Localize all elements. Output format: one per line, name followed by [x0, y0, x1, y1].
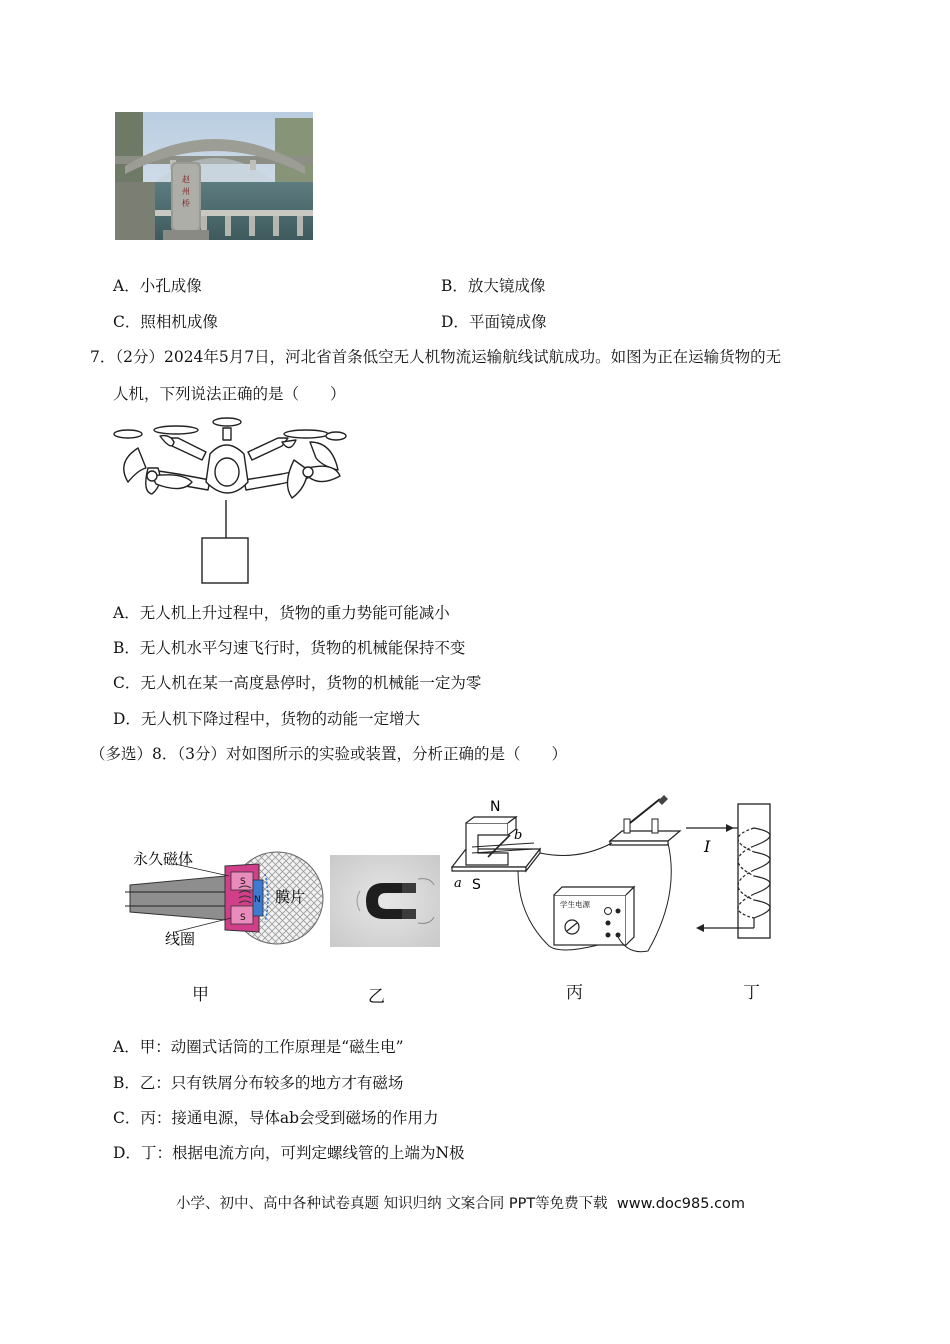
q8-option-c: C．丙：接通电源，导体ab会受到磁场的作用力: [113, 1109, 439, 1127]
jia-magnet-label: 永久磁体: [133, 850, 194, 868]
ding-current-label: I: [704, 837, 711, 856]
footer: [176, 1192, 745, 1213]
q7-option-c: C．无人机在某一高度悬停时，货物的机械能一定为零: [113, 674, 482, 692]
q7-option-d: D．无人机下降过程中，货物的动能一定增大: [113, 710, 420, 728]
jia-coil-label: 线圈: [165, 930, 196, 948]
caption-ding: 丁: [743, 983, 760, 1003]
q8-option-b: B．乙：只有铁屑分布较多的地方才有磁场: [113, 1074, 404, 1092]
q7-stem-line1: 7．（2分）2024年5月7日，河北省首条低空无人机物流运输航线试航成功。如图为正在运输货物的无: [90, 348, 782, 366]
q6-option-d: D．平面镜成像: [441, 313, 547, 331]
figure-ding-solenoid: [682, 800, 784, 948]
svg-text:桥: 桥: [182, 199, 190, 208]
bing-n-mark: N: [490, 799, 501, 815]
svg-text:赵: 赵: [182, 175, 190, 184]
q8-stem: （多选）8．（3分）对如图所示的实验或装置，分析正确的是（ ）: [90, 745, 567, 763]
jia-n-mark: N: [254, 895, 261, 905]
bing-power-label: 学生电源: [560, 900, 590, 909]
footer-url[interactable]: www.doc985.com: [616, 1196, 746, 1212]
q8-option-a: A．甲：动圈式话筒的工作原理是“磁生电”: [113, 1038, 404, 1056]
q6-option-b: B．放大镜成像: [441, 277, 546, 295]
q7-option-a: A．无人机上升过程中，货物的重力势能可能减小: [113, 604, 450, 622]
bing-s-mark: S: [472, 877, 481, 893]
q7-option-b: B．无人机水平匀速飞行时，货物的机械能保持不变: [113, 639, 466, 657]
q8-option-d: D．丁：根据电流方向，可判定螺线管的上端为N极: [113, 1144, 465, 1162]
bing-a-mark: a: [454, 876, 462, 891]
bridge-photo: [115, 112, 313, 240]
q6-option-c: C．照相机成像: [113, 313, 218, 331]
bing-b-mark: b: [514, 828, 523, 843]
caption-yi: 乙: [368, 987, 385, 1007]
caption-bing: 丙: [566, 983, 583, 1003]
jia-s-mark-bottom: S: [240, 913, 246, 923]
q6-option-a: A．小孔成像: [113, 277, 202, 295]
footer-text: 小学、初中、高中各种试卷真题 知识归纳 文案合同 PPT等免费下载: [176, 1196, 608, 1212]
figure-bing-circuit: [448, 795, 686, 953]
q7-stem-line2: 人机，下列说法正确的是（ ）: [113, 385, 346, 403]
svg-text:州: 州: [182, 187, 190, 196]
drone-figure: [112, 412, 348, 588]
jia-s-mark-top: S: [240, 877, 246, 887]
caption-jia: 甲: [192, 985, 209, 1005]
figure-yi-iron-filings: [330, 855, 440, 947]
jia-film-label: 膜片: [275, 888, 306, 906]
figure-jia-microphone: [125, 840, 330, 952]
